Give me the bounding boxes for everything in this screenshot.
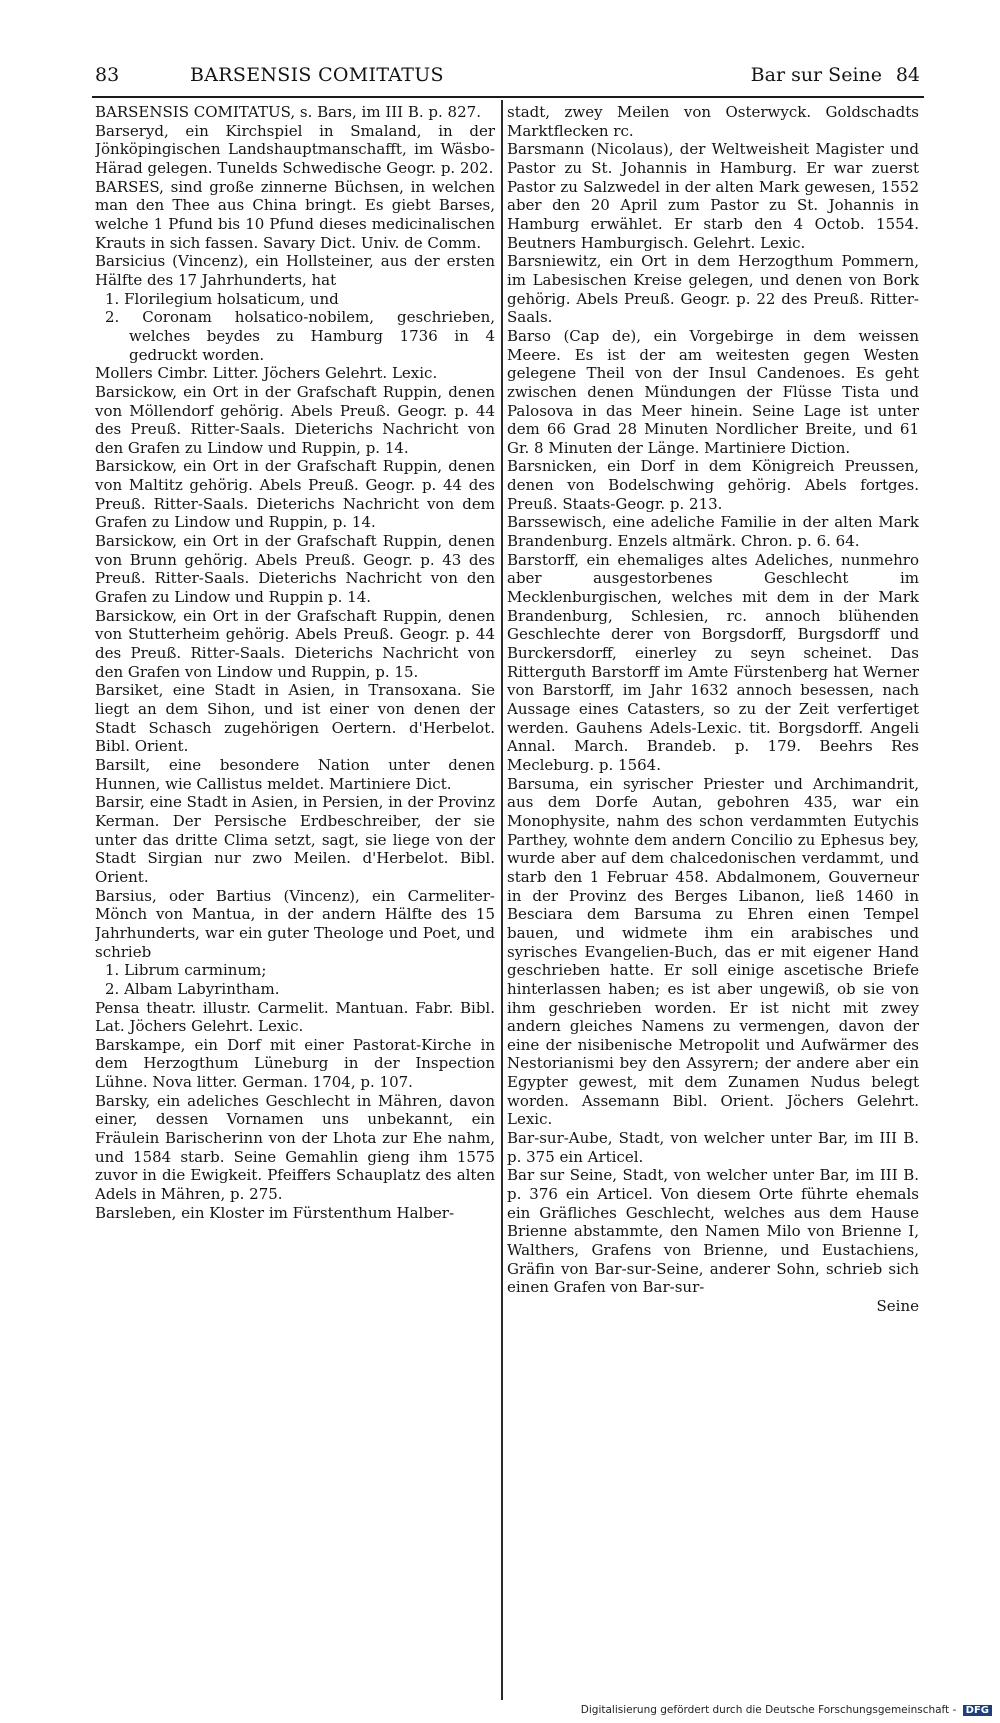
- entry-barsickow-1: Barsickow, ein Ort in der Grafschaft Ruppin, denen von Möllendorf gehörig. Abels Preuß. Geogr. p. 44 des Preuß. Ritter-Saals. Dieterichs Nachricht von den Grafen zu Lindow und Ruppin, p. 14.: [95, 382, 495, 457]
- list-item: 2. Coronam holsatico-nobilem, geschrieben, welches beydes zu Hamburg 1736 in 4 gedruckt worden.: [105, 308, 495, 364]
- entry-barsensis: BARSENSIS COMITATUS, s. Bars, im III B. p. 827.: [95, 103, 481, 121]
- entry-barsleben: Barsleben, ein Kloster im Fürstenthum Halber-: [95, 1203, 455, 1222]
- dfg-logo: DFG: [963, 1705, 992, 1716]
- header-rule: [92, 96, 924, 98]
- entry-barsir: Barsir, eine Stadt in Asien, in Persien, in der Provinz Kerman. Der Persische Erdbeschreiber, der sie unter das dritte Clima setzt, sagt, sie liege von der Stadt Sirgian nur zwo Meilen. d'Herbelot. Bibl. Orient.: [95, 793, 495, 886]
- entry-barsilt: Barsilt, eine besondere Nation unter denen Hunnen, wie Callistus meldet. Martiniere Dict.: [95, 755, 495, 793]
- entry-barsniewitz: Barsniewitz, ein Ort in dem Herzogthum Pommern, im Labesischen Kreise gelegen, und denen von Bork gehörig. Abels Preuß. Geogr. p. 22 des Preuß. Ritter-Saals.: [507, 252, 919, 327]
- entry-barses: BARSES, sind große zinnerne Büchsen, in welchen man den Thee aus China bringt. Es giebt Barses, welche 1 Pfund bis 10 Pfund dieses medicinalischen Krauts in sich fassen. Savary Dict. Univ. de Comm.: [95, 177, 495, 252]
- entry-barsuma: Barsuma, ein syrischer Priester und Archimandrit, aus dem Dorfe Autan, gebohren 435, war ein Monophysite, nahm des schon verdammten Eutychis Parthey, wohnte dem andern Concilio zu Ephesus bey, wurde aber auf dem chalcedonischen verdammt, und starb den 1 Februar 458. Abdalmonem, Gouverneur in der Provinz des Berges Libanon, ließ 1460 in Besciara dem Barsuma zu Ehren einen Tempel bauen, und widmete ihm ein arabisches und syrisches Evangelien-Buch, das er mit eigener Hand geschrieben hatte. Er soll einige ascetische Briefe hinterlassen haben; es ist aber ungewiß, ob sie von ihm geschrieben worden. Er ist nicht mit zwey andern gleiches Namens zu vermengen, davon der eine der nisibenische Metropolit und Aufwärmer des Nestorianismi bey den Assyrern; der andere aber ein Egypter gewest, mit dem Zunamen Nudus belegt worden. Assemann Bibl. Orient. Jöchers Gelehrt. Lexic.: [507, 774, 919, 1129]
- running-title-right: Bar sur Seine: [750, 64, 882, 86]
- entry-barsickow-2: Barsickow, ein Ort in der Grafschaft Ruppin, denen von Maltitz gehörig. Abels Preuß. Geogr. p. 44 des Preuß. Ritter-Saals. Dieterichs Nachricht von dem Grafen zu Lindow und Ruppin, p. 14.: [95, 457, 495, 532]
- page-number-right: 84: [895, 64, 920, 86]
- entry-barseryd: Barseryd, ein Kirchspiel in Smaland, in der Jönköpingischen Landshauptmanschafft, im Wäsbo-Härad gelegen. Tunelds Schwedische Geogr. p. 202.: [95, 121, 495, 177]
- citation: Mollers Cimbr. Litter. Jöchers Gelehrt. Lexic.: [95, 364, 438, 383]
- digitization-credit: [581, 1704, 992, 1716]
- entry-barsicius: Barsicius (Vincenz), ein Hollsteiner, aus der ersten Hälfte des 17 Jahrhunderts, hat: [95, 252, 495, 289]
- list-item: 1. Florilegium holsaticum, und: [105, 289, 339, 308]
- catchword: Seine: [876, 1297, 919, 1315]
- page-number-left: 83: [95, 64, 120, 86]
- entry-barssewisch: Barssewisch, eine adeliche Familie in der alten Mark Brandenburg. Enzels altmärk. Chron. p. 6. 64.: [507, 513, 919, 551]
- entry-bar-sur-seine: Bar sur Seine, Stadt, von welcher unter Bar, im III B. p. 376 ein Articel. Von diesem Orte führte ehemals ein Gräfliches Geschlecht, welches aus dem Hause Brienne abstammte, den Namen Milo von Brienne I, Walthers, Grafens von Brienne, und Eustachiens, Gräfin von Bar-sur-Seine, anderer Sohn, schrieb sich einen Grafen von Bar-sur-: [507, 1166, 919, 1297]
- entry-bar-sur-aube: Bar-sur-Aube, Stadt, von welcher unter Bar, im III B. p. 375 ein Articel.: [507, 1129, 919, 1166]
- entry-barskampe: Barskampe, ein Dorf mit einer Pastorat-Kirche in dem Herzogthum Lüneburg in der Inspection Lühne. Nova litter. German. 1704, p. 107.: [95, 1035, 495, 1092]
- list-item: 2. Albam Labyrintham.: [105, 979, 280, 998]
- entry-continuation: stadt, zwey Meilen von Osterwyck. Goldschadts Marktflecken rc.: [507, 103, 919, 140]
- entry-barsiket: Barsiket, eine Stadt in Asien, in Transoxana. Sie liegt an dem Sihon, und ist einer von denen der Stadt Schasch zugehörigen Oertern. d'Herbelot. Bibl. Orient.: [95, 681, 495, 756]
- entry-barso: Barso (Cap de), ein Vorgebirge in dem weissen Meere. Es ist der am weitesten gegen Westen gelegene Theil von der Insul Candenoes. Es geht zwischen denen Mündungen der Flüsse Tista und Palosova in das Meer hinein. Seine Lage ist unter dem 66 Grad 28 Minuten Nordlicher Breite, und 61 Gr. 8 Minuten der Länge. Martiniere Diction.: [507, 326, 919, 457]
- entry-barsickow-4: Barsickow, ein Ort in der Grafschaft Ruppin, denen von Stutterheim gehörig. Abels Preuß. Geogr. p. 44 des Preuß. Ritter-Saals. Dieterichs Nachricht von den Grafen von Lindow und Ruppin, p. 15.: [95, 606, 495, 681]
- entry-barsius: Barsius, oder Bartius (Vincenz), ein Carmeliter-Mönch von Mantua, in der andern Hälfte des 15 Jahrhunderts, war ein guter Theologe und Poet, und schrieb: [95, 886, 495, 961]
- running-title-left: BARSENSIS COMITATUS: [190, 64, 444, 86]
- entry-barsickow-3: Barsickow, ein Ort in der Grafschaft Ruppin, denen von Brunn gehörig. Abels Preuß. Geogr. p. 43 des Preuß. Ritter-Saals. Dieterichs Nachricht von den Grafen zu Lindow und Ruppin p. 14.: [95, 532, 495, 607]
- citation: Pensa theatr. illustr. Carmelit. Mantuan. Fabr. Bibl. Lat. Jöchers Gelehrt. Lexic.: [95, 998, 495, 1036]
- entry-barsnicken: Barsnicken, ein Dorf in dem Königreich Preussen, denen von Bodelschwing gehörig. Abels fortges. Preuß. Staats-Geogr. p. 213.: [507, 457, 919, 513]
- credit-text: Digitalisierung gefördert durch die Deutsche Forschungsgemeinschaft -: [580, 1704, 957, 1716]
- right-column: [507, 103, 919, 1703]
- entry-barsky: Barsky, ein adeliches Geschlecht in Mähren, davon einer, dessen Vornamen uns unbekannt, ein Fräulein Barischerinn von der Lhota zur Ehe nahm, und 1584 starb. Seine Gemahlin gieng ihm 1575 zuvor in die Ewigkeit. Pfeiffers Schauplatz des alten Adels in Mähren, p. 275.: [95, 1091, 495, 1204]
- list-item: 1. Librum carminum;: [105, 961, 267, 980]
- column-divider: [501, 100, 503, 1700]
- left-column: [95, 103, 495, 1703]
- entry-barsmann: Barsmann (Nicolaus), der Weltweisheit Magister und Pastor zu St. Johannis in Hamburg. Er war zuerst Pastor zu Salzwedel in der alten Mark gewesen, 1552 aber den 20 April zum Pastor zu St. Johannis in Hamburg erwählet. Er starb den 4 Octob. 1554. Beutners Hamburgisch. Gelehrt. Lexic.: [507, 140, 919, 252]
- page-header: [95, 64, 920, 98]
- entry-barstorff: Barstorff, ein ehemaliges altes Adeliches, nunmehro aber ausgestorbenes Geschlecht im Mecklenburgischen, welches mit dem in der Mark Brandenburg, Schlesien, rc. annoch blühenden Geschlechte derer von Borgsdorff, Burgsdorff und Burckersdorff, einerley zu seyn scheinet. Das Ritterguth Barstorff im Amte Fürstenberg hat Werner von Barstorff, im Jahr 1632 annoch besessen, nach Aussage eines Catasters, so zu der Zeit verfertiget werden. Gauhens Adels-Lexic. tit. Borgsdorff. Angeli Annal. March. Brandeb. p. 179. Beehrs Res Mecleburg. p. 1564.: [507, 550, 919, 774]
